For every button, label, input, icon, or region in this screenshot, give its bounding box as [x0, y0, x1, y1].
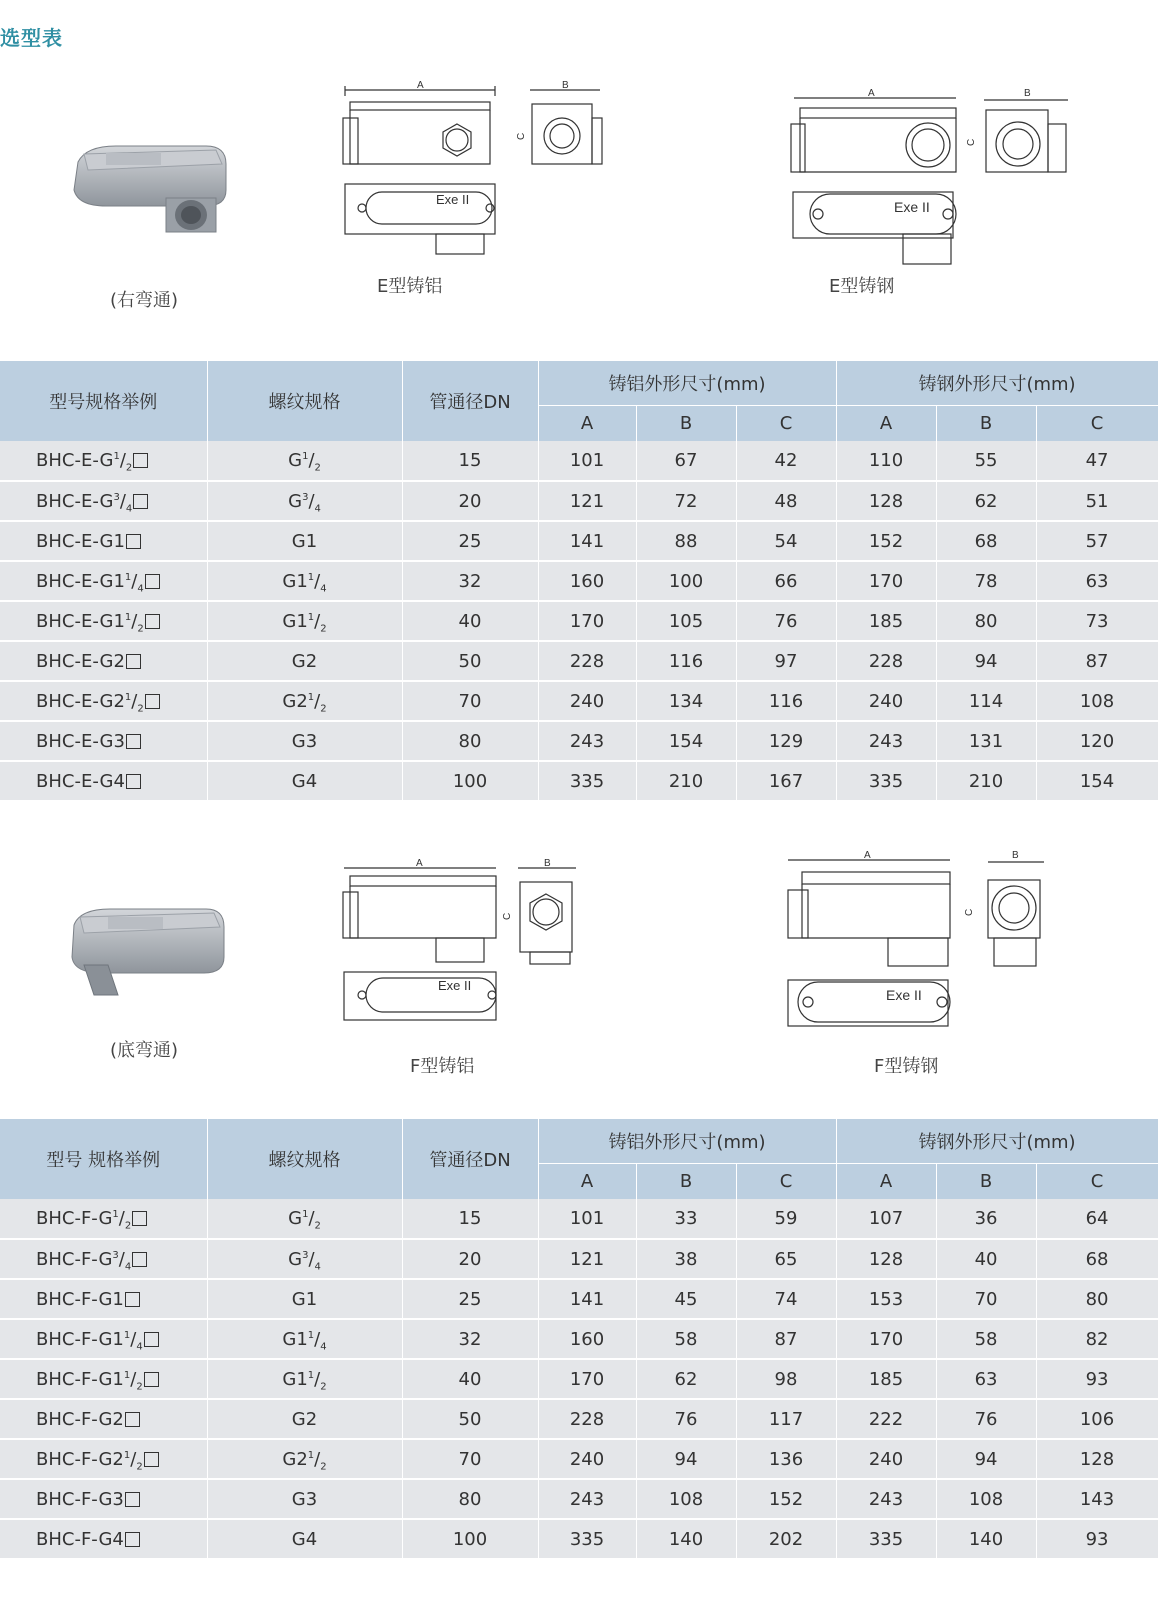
table-row: [0, 441, 1158, 481]
cell-st-a: 152: [836, 521, 936, 561]
cell-thread: $G^3/_4$: [207, 481, 402, 521]
cell-st-b: 63: [936, 1359, 1036, 1399]
cell-al-b: 154: [636, 721, 736, 761]
cell-al-a: 170: [538, 601, 636, 641]
cell-al-b: 33: [636, 1199, 736, 1239]
cell-al-c: 76: [736, 601, 836, 641]
sub-b-header: B: [636, 405, 736, 441]
cell-st-b: 78: [936, 561, 1036, 601]
cell-thread: $G1^1/_4$: [207, 1319, 402, 1359]
cell-al-c: 48: [736, 481, 836, 521]
cell-al-a: 228: [538, 1399, 636, 1439]
table-row: [0, 601, 1158, 641]
cell-model: BHC-$E-G2^1/_2$: [0, 681, 207, 721]
cell-model: BHC-$E-G1^1/_2$: [0, 601, 207, 641]
cell-model: BHC-E-G2: [0, 641, 207, 681]
cell-st-c: 73: [1036, 601, 1158, 641]
variant-placeholder-box: [133, 494, 148, 509]
cell-thread: G1: [207, 1279, 402, 1319]
cell-model: BHC-$F-G1^1/_4$: [0, 1319, 207, 1359]
variant-placeholder-box: [145, 694, 160, 709]
cell-al-b: 210: [636, 761, 736, 801]
col-model-header: 型号 规格举例: [0, 1119, 207, 1199]
variant-placeholder-box: [126, 774, 141, 789]
cell-st-c: 93: [1036, 1359, 1158, 1399]
sub-a-header: A: [538, 1163, 636, 1199]
cell-al-a: 101: [538, 441, 636, 481]
cell-st-c: 47: [1036, 441, 1158, 481]
cell-st-b: 62: [936, 481, 1036, 521]
cell-al-c: 116: [736, 681, 836, 721]
cell-st-b: 40: [936, 1239, 1036, 1279]
variant-placeholder-box: [126, 734, 141, 749]
cell-st-c: 106: [1036, 1399, 1158, 1439]
f-aluminum-caption: F型铸铝: [410, 1056, 475, 1077]
table-row: [0, 1279, 1158, 1319]
cell-st-b: 68: [936, 521, 1036, 561]
sub-b-header: B: [636, 1163, 736, 1199]
cell-al-c: 152: [736, 1479, 836, 1519]
sub-c-header: C: [736, 405, 836, 441]
cell-al-b: 67: [636, 441, 736, 481]
cell-st-a: 185: [836, 601, 936, 641]
cell-al-c: 42: [736, 441, 836, 481]
cell-st-a: 335: [836, 1519, 936, 1559]
cell-model: BHC-$E-G1^1/_4$: [0, 561, 207, 601]
cell-st-a: 243: [836, 1479, 936, 1519]
cell-st-b: 94: [936, 641, 1036, 681]
cell-st-c: 64: [1036, 1199, 1158, 1239]
cell-dn: 40: [402, 1359, 538, 1399]
cell-thread: $G2^1/_2$: [207, 681, 402, 721]
product-caption: (底弯通): [110, 1040, 179, 1061]
cell-st-c: 128: [1036, 1439, 1158, 1479]
cell-al-a: 243: [538, 721, 636, 761]
group-aluminum-header: 铸铝外形尺寸(mm): [538, 361, 836, 405]
dim-label-b: B: [544, 858, 551, 869]
sub-c-header: C: [1036, 405, 1158, 441]
cell-al-b: 105: [636, 601, 736, 641]
cell-st-a: 240: [836, 1439, 936, 1479]
cell-thread: G2: [207, 1399, 402, 1439]
cell-st-b: 76: [936, 1399, 1036, 1439]
variant-placeholder-box: [125, 1492, 140, 1507]
table-row: [0, 1359, 1158, 1399]
cell-model: BHC-$F-G1^1/_2$: [0, 1359, 207, 1399]
cell-dn: 20: [402, 1239, 538, 1279]
variant-placeholder-box: [145, 614, 160, 629]
nameplate-text: Exe II: [894, 199, 930, 215]
cell-st-a: 243: [836, 721, 936, 761]
cell-st-b: 58: [936, 1319, 1036, 1359]
cell-model: BHC-$E-G^3/_4$: [0, 481, 207, 521]
cell-st-a: 335: [836, 761, 936, 801]
variant-placeholder-box: [132, 1252, 147, 1267]
cell-st-c: 57: [1036, 521, 1158, 561]
sub-c-header: C: [1036, 1163, 1158, 1199]
cell-model: BHC-$F-G^1/_2$: [0, 1199, 207, 1239]
table-row: [0, 521, 1158, 561]
f-steel-drawing: [782, 846, 1057, 1031]
cell-model: BHC-E-G3: [0, 721, 207, 761]
cell-st-a: 107: [836, 1199, 936, 1239]
cell-al-b: 116: [636, 641, 736, 681]
cell-st-b: 114: [936, 681, 1036, 721]
cell-dn: 32: [402, 1319, 538, 1359]
cell-al-c: 202: [736, 1519, 836, 1559]
cell-dn: 50: [402, 1399, 538, 1439]
nameplate-text: Exe II: [438, 978, 472, 993]
cell-al-b: 58: [636, 1319, 736, 1359]
variant-placeholder-box: [144, 1332, 159, 1347]
sub-b-header: B: [936, 405, 1036, 441]
cell-st-b: 108: [936, 1479, 1036, 1519]
cell-al-a: 228: [538, 641, 636, 681]
cell-model: BHC-E-G1: [0, 521, 207, 561]
cell-model: BHC-F-G2: [0, 1399, 207, 1439]
cell-dn: 25: [402, 1279, 538, 1319]
cell-st-a: 128: [836, 481, 936, 521]
e-type-spec-table: [0, 361, 1159, 802]
cell-al-b: 108: [636, 1479, 736, 1519]
cell-thread: $G^1/_2$: [207, 1199, 402, 1239]
cell-dn: 80: [402, 1479, 538, 1519]
cell-al-b: 94: [636, 1439, 736, 1479]
cell-al-a: 240: [538, 1439, 636, 1479]
cell-st-c: 120: [1036, 721, 1158, 761]
cell-al-b: 88: [636, 521, 736, 561]
sub-a-header: A: [538, 405, 636, 441]
cell-st-c: 51: [1036, 481, 1158, 521]
cell-st-c: 93: [1036, 1519, 1158, 1559]
nameplate-text: Exe II: [886, 987, 922, 1003]
e-aluminum-drawing: [340, 78, 610, 258]
cell-al-c: 87: [736, 1319, 836, 1359]
cell-al-c: 117: [736, 1399, 836, 1439]
cell-al-c: 167: [736, 761, 836, 801]
cell-al-b: 45: [636, 1279, 736, 1319]
f-aluminum-drawing: [340, 856, 585, 1026]
dim-label-b: B: [1024, 88, 1031, 99]
cell-dn: 50: [402, 641, 538, 681]
nameplate-text: Exe II: [436, 192, 470, 207]
cell-model: BHC-$F-G^3/_4$: [0, 1239, 207, 1279]
dim-label-a: A: [417, 80, 424, 91]
table-row: [0, 641, 1158, 681]
e-steel-caption: E型铸钢: [829, 276, 895, 297]
table-row: [0, 481, 1158, 521]
table-row: [0, 1519, 1158, 1559]
cell-model: BHC-E-G4: [0, 761, 207, 801]
dim-label-c: C: [516, 132, 527, 140]
col-dn-header: 管通径DN: [402, 361, 538, 441]
cell-st-a: 128: [836, 1239, 936, 1279]
variant-placeholder-box: [145, 574, 160, 589]
cell-st-b: 70: [936, 1279, 1036, 1319]
cell-thread: $G^3/_4$: [207, 1239, 402, 1279]
variant-placeholder-box: [126, 534, 141, 549]
dim-label-c: C: [966, 138, 977, 146]
variant-placeholder-box: [133, 453, 148, 468]
cell-al-a: 121: [538, 1239, 636, 1279]
table-row: [0, 1319, 1158, 1359]
cell-al-c: 97: [736, 641, 836, 681]
dim-label-b: B: [1012, 850, 1019, 861]
cell-thread: G4: [207, 1519, 402, 1559]
cell-st-b: 131: [936, 721, 1036, 761]
cell-st-c: 68: [1036, 1239, 1158, 1279]
sub-a-header: A: [836, 405, 936, 441]
cell-al-a: 141: [538, 521, 636, 561]
cell-dn: 100: [402, 761, 538, 801]
product-photo-bottom-elbow: [66, 905, 231, 1004]
cell-st-c: 82: [1036, 1319, 1158, 1359]
cell-al-a: 243: [538, 1479, 636, 1519]
cell-st-b: 94: [936, 1439, 1036, 1479]
cell-dn: 100: [402, 1519, 538, 1559]
dim-label-b: B: [562, 80, 569, 91]
cell-al-b: 100: [636, 561, 736, 601]
cell-al-b: 62: [636, 1359, 736, 1399]
cell-al-b: 140: [636, 1519, 736, 1559]
cell-dn: 32: [402, 561, 538, 601]
dim-label-c: C: [964, 908, 975, 916]
cell-model: BHC-F-G1: [0, 1279, 207, 1319]
table-row: [0, 1439, 1158, 1479]
dim-label-a: A: [864, 850, 871, 861]
cell-al-a: 141: [538, 1279, 636, 1319]
page-title: 选型表: [0, 26, 63, 50]
cell-thread: $G1^1/_2$: [207, 601, 402, 641]
cell-thread: $G1^1/_2$: [207, 1359, 402, 1399]
cell-model: BHC-F-G4: [0, 1519, 207, 1559]
sub-a-header: A: [836, 1163, 936, 1199]
dim-label-c: C: [502, 912, 513, 920]
dim-label-a: A: [416, 858, 423, 869]
cell-al-a: 240: [538, 681, 636, 721]
cell-dn: 40: [402, 601, 538, 641]
cell-al-c: 66: [736, 561, 836, 601]
cell-model: BHC-$E-G^1/_2$: [0, 441, 207, 481]
variant-placeholder-box: [125, 1292, 140, 1307]
cell-dn: 15: [402, 1199, 538, 1239]
cell-al-a: 160: [538, 1319, 636, 1359]
cell-st-a: 153: [836, 1279, 936, 1319]
cell-al-c: 98: [736, 1359, 836, 1399]
cell-thread: G3: [207, 721, 402, 761]
cell-al-a: 335: [538, 761, 636, 801]
cell-dn: 25: [402, 521, 538, 561]
cell-st-b: 55: [936, 441, 1036, 481]
cell-al-b: 76: [636, 1399, 736, 1439]
cell-al-c: 59: [736, 1199, 836, 1239]
f-type-spec-table: [0, 1119, 1159, 1560]
cell-st-b: 80: [936, 601, 1036, 641]
cell-thread: G3: [207, 1479, 402, 1519]
sub-c-header: C: [736, 1163, 836, 1199]
table-row: [0, 1399, 1158, 1439]
cell-thread: G1: [207, 521, 402, 561]
cell-al-a: 160: [538, 561, 636, 601]
sub-b-header: B: [936, 1163, 1036, 1199]
group-steel-header: 铸钢外形尺寸(mm): [836, 361, 1158, 405]
cell-st-a: 110: [836, 441, 936, 481]
product-photo-right-elbow: [66, 140, 231, 244]
variant-placeholder-box: [125, 1532, 140, 1547]
cell-al-c: 74: [736, 1279, 836, 1319]
cell-al-a: 335: [538, 1519, 636, 1559]
cell-al-b: 72: [636, 481, 736, 521]
cell-st-a: 222: [836, 1399, 936, 1439]
group-steel-header: 铸钢外形尺寸(mm): [836, 1119, 1158, 1163]
variant-placeholder-box: [126, 654, 141, 669]
variant-placeholder-box: [125, 1412, 140, 1427]
table-row: [0, 1199, 1158, 1239]
cell-st-b: 36: [936, 1199, 1036, 1239]
cell-thread: $G^1/_2$: [207, 441, 402, 481]
cell-dn: 70: [402, 1439, 538, 1479]
dim-label-a: A: [868, 88, 875, 99]
cell-al-a: 101: [538, 1199, 636, 1239]
cell-model: BHC-$F-G2^1/_2$: [0, 1439, 207, 1479]
table-row: [0, 1479, 1158, 1519]
cell-al-c: 129: [736, 721, 836, 761]
cell-st-b: 210: [936, 761, 1036, 801]
table-row: [0, 681, 1158, 721]
col-dn-header: 管通径DN: [402, 1119, 538, 1199]
cell-al-a: 170: [538, 1359, 636, 1399]
cell-al-b: 134: [636, 681, 736, 721]
cell-al-c: 54: [736, 521, 836, 561]
cell-model: BHC-F-G3: [0, 1479, 207, 1519]
table-row: [0, 1239, 1158, 1279]
variant-placeholder-box: [132, 1211, 147, 1226]
variant-placeholder-box: [144, 1452, 159, 1467]
cell-dn: 15: [402, 441, 538, 481]
group-aluminum-header: 铸铝外形尺寸(mm): [538, 1119, 836, 1163]
cell-dn: 20: [402, 481, 538, 521]
col-thread-header: 螺纹规格: [207, 1119, 402, 1199]
cell-st-a: 170: [836, 561, 936, 601]
cell-st-b: 140: [936, 1519, 1036, 1559]
e-steel-drawing: [788, 84, 1073, 269]
cell-st-c: 87: [1036, 641, 1158, 681]
e-aluminum-caption: E型铸铝: [377, 276, 443, 297]
cell-st-c: 63: [1036, 561, 1158, 601]
cell-dn: 70: [402, 681, 538, 721]
cell-st-c: 154: [1036, 761, 1158, 801]
cell-st-c: 108: [1036, 681, 1158, 721]
cell-dn: 80: [402, 721, 538, 761]
cell-st-a: 170: [836, 1319, 936, 1359]
cell-thread: G4: [207, 761, 402, 801]
cell-thread: $G2^1/_2$: [207, 1439, 402, 1479]
cell-thread: G2: [207, 641, 402, 681]
cell-al-c: 65: [736, 1239, 836, 1279]
cell-st-a: 240: [836, 681, 936, 721]
cell-thread: $G1^1/_4$: [207, 561, 402, 601]
col-model-header: 型号规格举例: [0, 361, 207, 441]
f-steel-caption: F型铸钢: [874, 1056, 939, 1077]
col-thread-header: 螺纹规格: [207, 361, 402, 441]
cell-st-c: 80: [1036, 1279, 1158, 1319]
table-row: [0, 761, 1158, 801]
table-row: [0, 721, 1158, 761]
cell-st-c: 143: [1036, 1479, 1158, 1519]
cell-al-c: 136: [736, 1439, 836, 1479]
cell-st-a: 185: [836, 1359, 936, 1399]
product-caption: (右弯通): [110, 290, 179, 311]
cell-st-a: 228: [836, 641, 936, 681]
table-row: [0, 561, 1158, 601]
cell-al-b: 38: [636, 1239, 736, 1279]
cell-al-a: 121: [538, 481, 636, 521]
variant-placeholder-box: [144, 1372, 159, 1387]
